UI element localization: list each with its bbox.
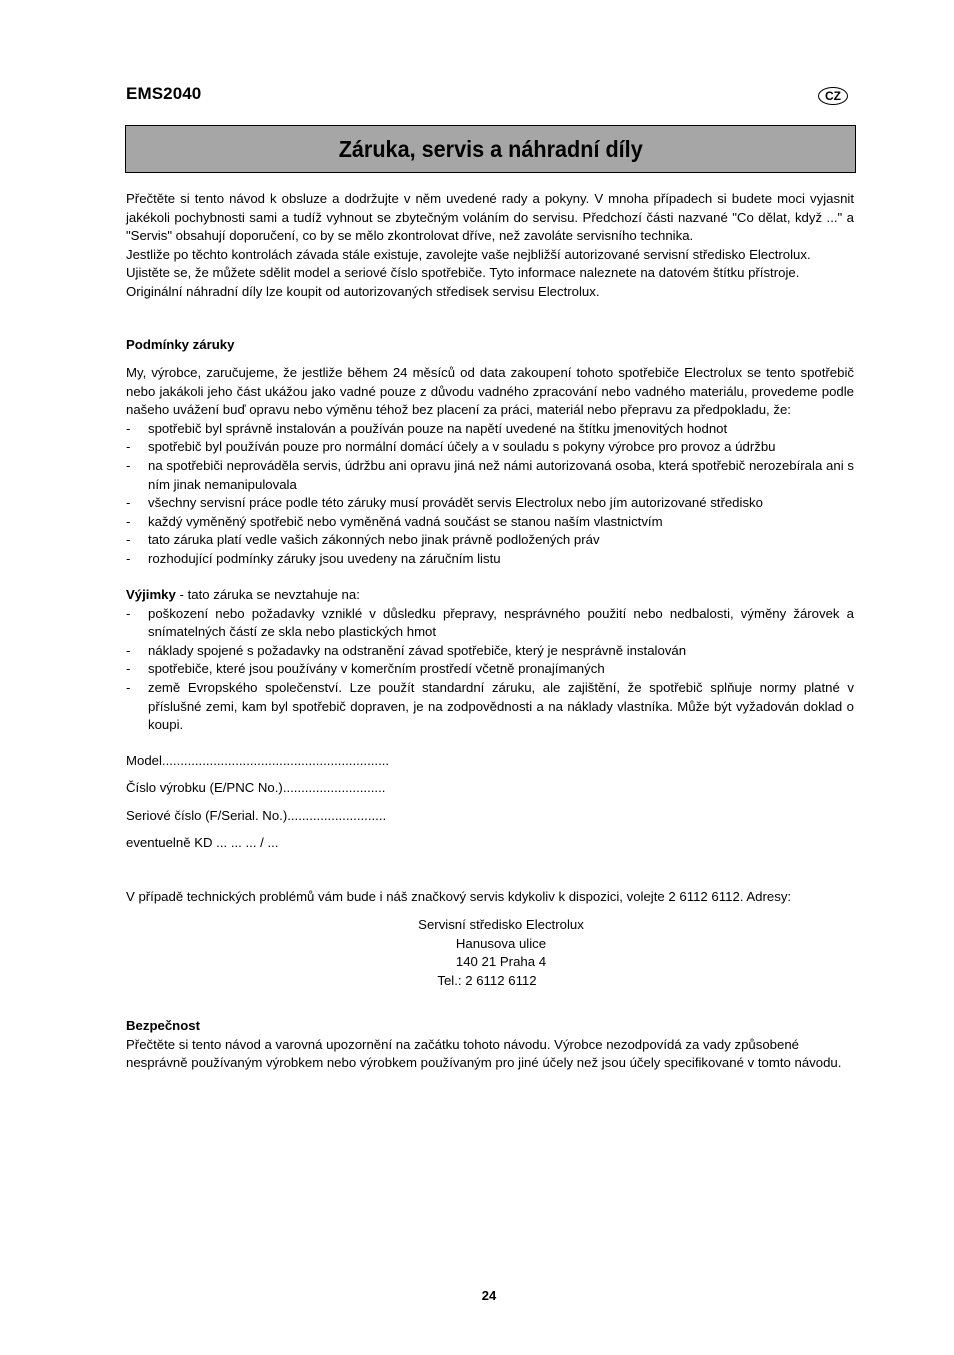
list-item: - náklady spojené s požadavky na odstranění závad spotřebiče, který je nesprávně instalován	[126, 642, 854, 661]
list-item: - na spotřebiči neprováděla servis, údržbu ani opravu jiná než námi autorizovaná osoba, která spotřebič nerozebírala ani s ním jinak nemanipulovala	[126, 457, 854, 494]
intro-paragraph: Originální náhradní díly lze koupit od autorizovaných středisek servisu Electrolux.	[126, 283, 600, 299]
product-info-form	[126, 752, 854, 862]
service-contact	[126, 888, 854, 907]
exceptions-intro	[126, 586, 854, 605]
warranty-intro: My, výrobce, zaručujeme, že jestliže během 24 měsíců od data zakoupení tohoto spotřebiče Electrolux se tento spotřebič nebo jakákoli jeho část ukážou jako vadné pouze z důvodu vadného zpracování nebo vadného materiálu, provedeme podle našeho uvážení buď opravu nebo výměnu téhož bez placení za práci, materiál nebo přepravu za předpokladu, že:	[126, 365, 854, 418]
list-item: - spotřebič byl používán pouze pro normální domácí účely a v souladu s pokyny výrobce pro provoz a údržbu	[126, 438, 854, 457]
warranty-section	[126, 336, 854, 355]
page-title: Záruka, servis a náhradní díly	[338, 135, 643, 162]
address-line: 140 21 Praha 4	[455, 954, 547, 970]
address-line: Servisní středisko Electrolux	[418, 917, 584, 932]
address-line: Tel.: 2 6112 6112	[437, 972, 537, 988]
intro-section	[126, 190, 854, 302]
intro-paragraph: Ujistěte se, že můžete sdělit model a seriové číslo spotřebiče. Tyto informace naleznete na datovém štítku přístroje.	[126, 265, 800, 281]
intro-paragraph: Jestliže po těchto kontrolách závada stále existuje, zavolejte vaše nejbližší autorizované servisní středisko Electrolux.	[126, 246, 811, 262]
list-item: - spotřebiče, které jsou používány v komerčním prostředí včetně pronajímaných	[126, 660, 854, 679]
safety-section	[126, 1017, 854, 1073]
list-item: - tato záruka platí vedle vašich zákonných nebo jinak právně podložených práv	[126, 531, 854, 550]
page-title-box	[125, 125, 856, 173]
list-item: - rozhodující podmínky záruky jsou uvedeny na záručním listu	[126, 550, 854, 569]
product-number-field: Číslo výrobku (E/PNC No.)............................	[126, 780, 386, 796]
exceptions-intro-text: - tato záruka se nevztahuje na:	[175, 587, 360, 602]
safety-text: Přečtěte si tento návod a varovná upozornění na začátku tohoto návodu. Výrobce nezodpovídá za vady způsobené nesprávně používaným výrobkem nebo výrobkem používaným pro jiné účely než jsou účely specifikované v tomto návodu.	[126, 1036, 842, 1071]
warranty-conditions-list	[126, 420, 854, 569]
kd-field: eventuelně KD ... ... ... / ...	[126, 835, 279, 851]
list-item: - každý vyměněný spotřebič nebo vyměněná vadná součást se stanou naším vlastnictvím	[126, 513, 854, 532]
warranty-heading: Podmínky záruky	[126, 337, 235, 352]
page-number: 24	[481, 1288, 497, 1303]
warranty-body	[126, 364, 854, 569]
address-line: Hanusova ulice	[455, 935, 547, 951]
list-item: - země Evropského společenství. Lze použít standardní záruku, ale zajištění, že spotřebič splňuje normy platné v příslušné zemi, kam byl spotřebič dopraven, je na zodpovědnosti a na náklady vlastníka. Může být vyžadován doklad o koupi.	[126, 679, 854, 735]
service-address	[126, 916, 876, 990]
intro-paragraph: Přečtěte si tento návod k obsluze a dodržujte v něm uvedené rady a pokyny. V mnoha případech si budete moci vyjasnit jakékoli pochybnosti sami a tudíž vyhnout se zbytečným voláním do servisu. Předchozí části nazvané "Co dělat, když ..." a "Servis" obsahují doporučení, co by se mělo zkontrolovat dříve, než zavoláte servisního technika.	[126, 191, 854, 244]
service-contact-text: V případě technických problémů vám bude i náš značkový servis kdykoliv k dispozici, volejte 2 6112 6112. Adresy:	[126, 889, 792, 904]
serial-number-field: Seriové číslo (F/Serial. No.)...........................	[126, 807, 387, 823]
safety-heading: Bezpečnost	[126, 1018, 201, 1033]
list-item: - poškození nebo požadavky vzniklé v důsledku přepravy, nesprávného použití nebo nedbalosti, výměny žárovek a snímatelných částí ze skla nebo plastických hmot	[126, 605, 854, 642]
list-item: - spotřebič byl správně instalován a používán pouze na napětí uvedené na štítku jmenovitých hodnot	[126, 420, 854, 439]
exceptions-label: Výjimky	[126, 587, 176, 602]
language-badge: CZ	[818, 87, 848, 105]
exceptions-section	[126, 586, 854, 735]
model-number: EMS2040	[126, 84, 202, 103]
model-field: Model..............................................................	[126, 753, 390, 768]
list-item: - všechny servisní práce podle této záruky musí provádět servis Electrolux nebo jím autorizované středisko	[126, 494, 854, 513]
exceptions-list	[126, 605, 854, 735]
